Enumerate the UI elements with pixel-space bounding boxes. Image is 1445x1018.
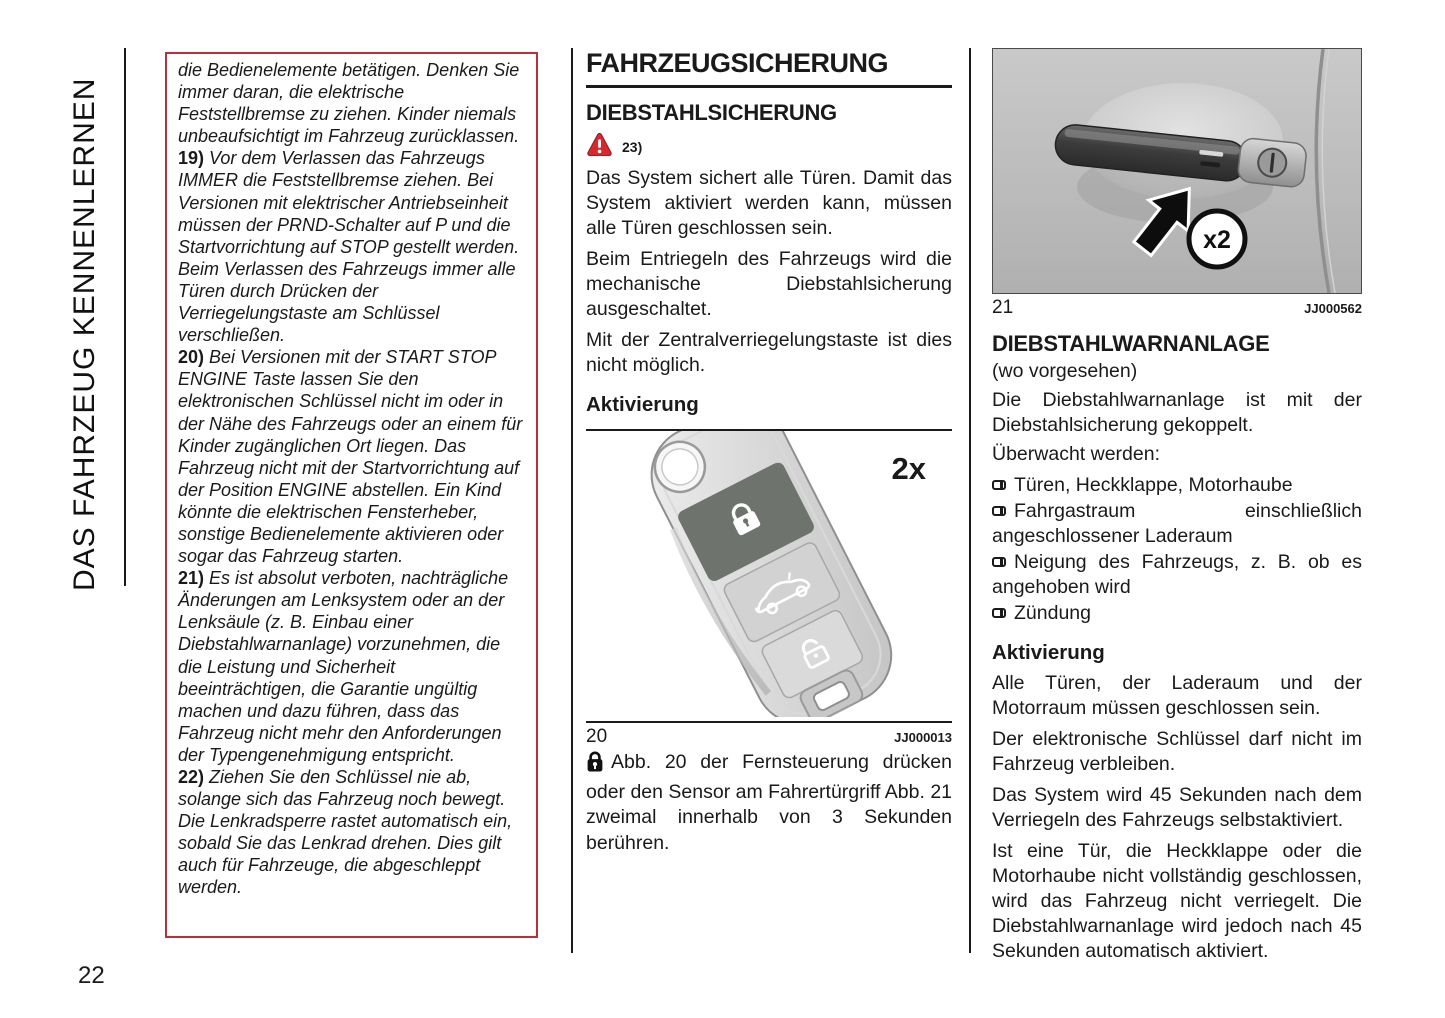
chapter-sidebar-title: DAS FAHRZEUG KENNENLERNEN	[68, 77, 101, 591]
activation-heading: Aktivierung	[586, 393, 699, 416]
list-item-text: Türen, Heckklappe, Motorhaube	[1014, 474, 1293, 496]
closed-padlock-icon	[586, 755, 604, 777]
press-count-label: 2x	[891, 451, 926, 486]
note-number: 22)	[178, 767, 205, 787]
note-paragraph	[178, 346, 528, 567]
body-paragraph: Die Diebstahlwarnanlage ist mit der Diebstahlsicherung gekoppelt.	[992, 389, 1362, 436]
note-paragraph	[178, 567, 528, 766]
page-number: 22	[78, 962, 105, 989]
right-intro-paragraphs	[992, 388, 1362, 467]
warning-triangle-icon	[586, 132, 613, 162]
section-title-rule	[586, 85, 952, 88]
x2-badge-text: x2	[1203, 226, 1231, 254]
figure-21	[992, 48, 1362, 294]
body-paragraph: Ist eine Tür, die Heckklappe oder die Motorhaube nicht vollständig geschlossen, wird das Fahrzeug nicht verriegelt. Die Diebstahlwarnanlage wird jedoch nach 45 Sekunden automatisch aktiviert.	[992, 840, 1362, 962]
subsection-title: DIEBSTAHLSICHERUNG	[586, 100, 837, 125]
list-item	[992, 550, 1362, 600]
center-column	[586, 48, 952, 856]
note-paragraph	[178, 59, 528, 147]
monitored-items-list	[992, 473, 1362, 626]
warning-note-reference: 23)	[622, 139, 643, 155]
note-text: Vor dem Verlassen das Fahrzeugs IMMER die Feststellbremse ziehen. Bei Versionen mit elektrischer Antriebseinheit müssen der PRND-Schalter auf P und die Startvorrichtung auf STOP gestellt werden. Beim Verlassen des Fahrzeugs immer alle Türen durch Drücken der Verriegelungstaste am Schlüssel verschließen.	[178, 148, 520, 346]
list-item	[992, 473, 1362, 498]
subsection-title: DIEBSTAHLWARNANLAGE	[992, 331, 1270, 356]
warning-row	[586, 134, 952, 160]
body-paragraph: Beim Entriegeln des Fahrzeugs wird die mechanische Diebstahlsicherung ausgeschaltet.	[586, 248, 952, 320]
body-paragraph: Das System wird 45 Sekunden nach dem Verriegeln des Fahrzeugs selbstaktiviert.	[992, 784, 1362, 831]
list-item-text: Neigung des Fahrzeugs, z. B. ob es angehoben wird	[992, 551, 1362, 598]
sidebar-rule	[124, 48, 126, 586]
warning-notes-box	[165, 52, 538, 938]
door-bullet-icon	[992, 557, 1006, 567]
note-text: Ziehen Sie den Schlüssel nie ab, solange sich das Fahrzeug noch bewegt. Die Lenkradsperre rastet automatisch ein, sobald Sie das Lenkrad drehen. Dies gilt auch für Fahrzeuge, die abgeschleppt werden.	[178, 767, 513, 898]
key-fob-illustration	[586, 704, 948, 721]
list-item-text: Fahrgastraum einschließlich angeschlossener Laderaum	[992, 500, 1362, 547]
figure-20	[586, 429, 952, 723]
note-text: die Bedienelemente betätigen. Denken Sie immer daran, die elektrische Feststellbremse zu ziehen. Kinder niemals unbeaufsichtigt im Fahrzeug zurücklassen.	[178, 60, 520, 147]
figure-code: JJ000013	[894, 730, 952, 745]
door-handle-photo	[993, 226, 1361, 297]
right-column	[992, 48, 1362, 964]
note-number: 20)	[178, 347, 205, 368]
figure-caption-text: Abb. 20 der Fernsteuerung drücken oder den Sensor am Fahrertürgriff Abb. 21 zweimal innerhalb von 3 Sekunden berühren.	[586, 751, 953, 854]
subsection-subtitle: (wo vorgesehen)	[992, 360, 1138, 382]
door-bullet-icon	[992, 506, 1006, 516]
figure-number: 21	[992, 297, 1014, 318]
note-number: 21)	[178, 568, 205, 589]
body-paragraph: Der elektronische Schlüssel darf nicht im Fahrzeug verbleiben.	[992, 728, 1362, 775]
body-paragraph: Das System sichert alle Türen. Damit das System aktiviert werden kann, müssen alle Türen geschlossen sein.	[586, 167, 952, 239]
note-text: Bei Versionen mit der START STOP ENGINE Taste lassen Sie den elektronischen Schlüssel nicht im oder in der Nähe des Fahrzeugs oder an einem für Kinder zugänglichen Ort liegen. Das Fahrzeug nicht mit der Startvorrichtung auf der Position ENGINE abstellen. Ein Kind könnte die elektrischen Fensterheber, sonstige Bedienelemente aktivieren oder sogar das Fahrzeug starten.	[178, 347, 523, 567]
section-title: FAHRZEUGSICHERUNG	[586, 48, 889, 78]
column-divider-left	[571, 48, 573, 953]
center-paragraphs	[586, 166, 952, 378]
figure-21-meta	[992, 297, 1362, 319]
list-item	[992, 499, 1362, 549]
x2-badge	[1189, 211, 1245, 267]
figure-number: 20	[586, 726, 608, 747]
figure-20-meta	[586, 726, 952, 748]
column-divider-right	[969, 48, 971, 953]
door-bullet-icon	[992, 480, 1006, 490]
note-number: 19)	[178, 148, 205, 169]
note-paragraph	[178, 766, 528, 899]
list-item-text: Zündung	[1014, 602, 1091, 624]
note-text: Es ist absolut verboten, nachträgliche Änderungen am Lenksystem oder an der Lenksäule (z. B. Einbau einer Diebstahlwarnanlage) vorzunehmen, die die Leistung und Sicherheit beeinträchtigen, die Garantie ungültig machen und dazu führen, dass das Fahrzeug nicht mehr den Anforderungen der Typengenehmigung entspricht.	[178, 568, 509, 765]
door-bullet-icon	[992, 608, 1006, 618]
note-paragraph	[178, 147, 528, 346]
figure-code: JJ000562	[1304, 301, 1362, 316]
list-item	[992, 601, 1362, 626]
body-paragraph: Überwacht werden:	[992, 443, 1160, 465]
figure-caption	[586, 750, 952, 856]
body-paragraph: Mit der Zentralverriegelungstaste ist dies nicht möglich.	[586, 329, 952, 376]
activation-paragraphs	[992, 671, 1362, 964]
body-paragraph: Alle Türen, der Laderaum und der Motorraum müssen geschlossen sein.	[992, 672, 1362, 719]
activation-heading: Aktivierung	[992, 641, 1105, 664]
